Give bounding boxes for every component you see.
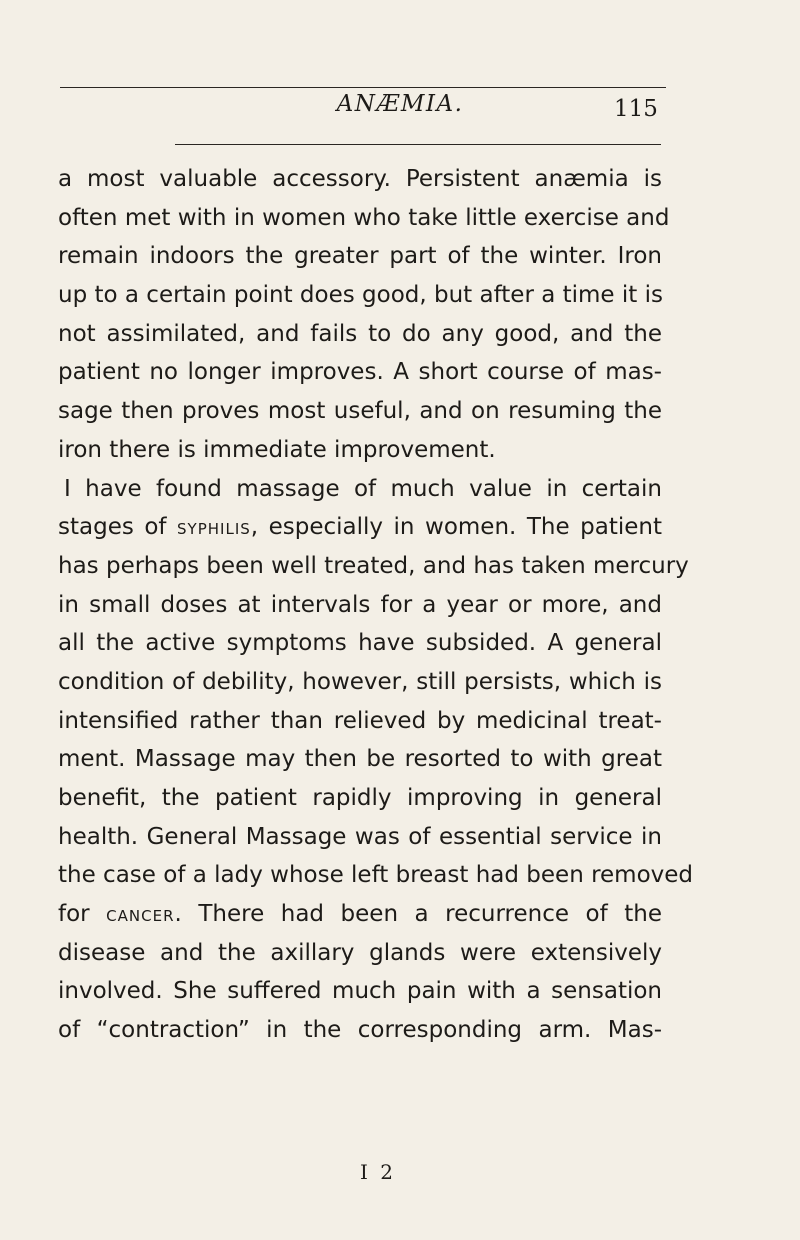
text-line: all the active symptoms have subsided. A general (58, 630, 662, 657)
small-caps-term: CANCER (106, 907, 175, 926)
text-line: disease and the axillary glands were extensively (58, 939, 662, 966)
paragraph-first-line: I have found massage of much value in certain (64, 475, 662, 502)
text-line: a most valuable accessory. Persistent anæmia is (58, 166, 662, 192)
header-underline-rule (175, 144, 661, 145)
text-line (58, 508, 662, 547)
text-line: not assimilated, and fails to do any good, and the (58, 320, 662, 347)
text-line: of “contraction” in the corresponding arm. Mas- (58, 1017, 662, 1044)
text-line (58, 895, 662, 934)
text-line: sage then proves most useful, and on resuming the (58, 398, 662, 425)
text-run: stages of (58, 514, 178, 541)
text-line: the case of a lady whose left breast had been removed (58, 862, 694, 889)
text-line: often met with in women who take little exercise and (58, 204, 670, 231)
running-title: ANÆMIA. (336, 91, 464, 117)
text-line: remain indoors the greater part of the winter. Iron (58, 243, 662, 270)
text-line: up to a certain point does good, but after a time it is (58, 282, 663, 309)
page-number: 115 (614, 96, 658, 122)
body-text (58, 160, 694, 1050)
text-line: patient no longer improves. A short course of mas- (58, 359, 662, 386)
text-line: ment. Massage may then be resorted to with great (58, 746, 662, 773)
text-line: has perhaps been well treated, and has taken mercury (58, 552, 689, 579)
text-line: health. General Massage was of essential service in (58, 823, 662, 850)
text-run: for (58, 901, 107, 928)
text-run: , especially in women. The patient (250, 514, 662, 541)
signature-mark: I 2 (360, 1160, 396, 1184)
text-line: benefit, the patient rapidly improving in general (58, 785, 662, 811)
text-run: . There had been a recurrence of the (174, 901, 662, 928)
header-rule (60, 87, 666, 88)
text-line: intensified rather than relieved by medicinal treat- (58, 707, 662, 734)
text-line: involved. She suffered much pain with a sensation (58, 978, 662, 1005)
text-line: in small doses at intervals for a year or more, and (58, 591, 662, 618)
text-line: iron there is immediate improvement. (58, 436, 496, 463)
small-caps-term: SYPHILIS (177, 520, 251, 539)
text-line: condition of debility, however, still persists, which is (58, 668, 662, 695)
